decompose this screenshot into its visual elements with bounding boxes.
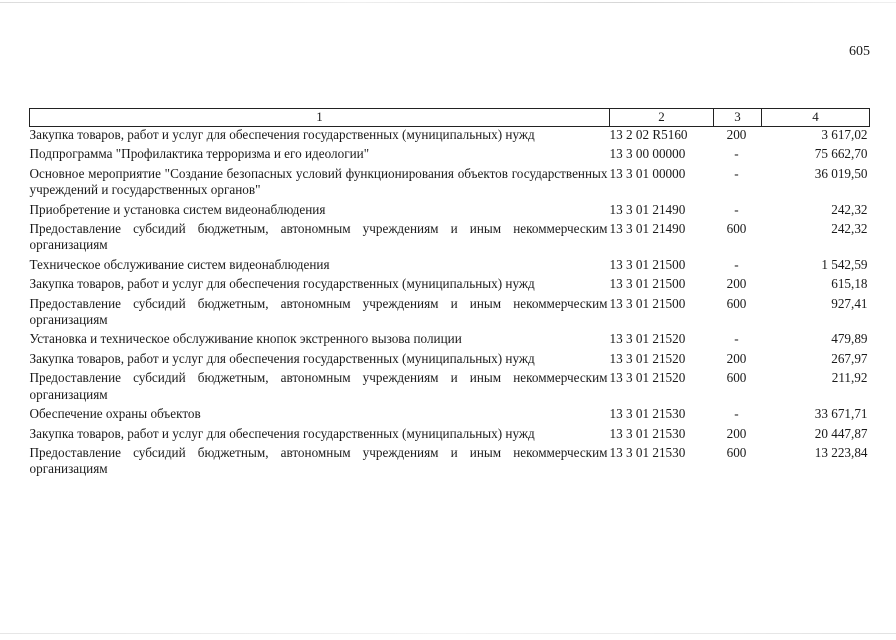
row-amount-cell: 36 019,50 — [814, 165, 868, 181]
column-header-name: 1 — [30, 109, 610, 127]
page-number: 605 — [849, 44, 870, 59]
row-code-cell: 13 3 01 21530 — [609, 425, 686, 441]
row-name-cell: Техническое обслуживание систем видеонаблюдения — [29, 256, 330, 272]
row-name-cell: Установка и техническое обслуживание кнопок экстренного вызова полиции — [29, 331, 462, 347]
row-name-cell: Закупка товаров, работ и услуг для обеспечения государственных (муниципальных) нужд — [29, 276, 535, 292]
row-expense-type-cell: 600 — [726, 444, 747, 460]
row-amount-cell: 479,89 — [831, 331, 868, 347]
header-row — [30, 109, 870, 127]
row-code-cell: 13 3 01 21530 — [609, 444, 686, 460]
table-row — [30, 146, 870, 165]
row-name-cell: Предоставление субсидий бюджетным, автономным учреждениям и иным некоммерческим организациям — [29, 444, 608, 477]
scan-edge-bottom — [0, 633, 896, 634]
row-expense-type-cell: 600 — [726, 221, 747, 237]
budget-table — [29, 108, 870, 481]
row-name-cell: Предоставление субсидий бюджетным, автономным учреждениям и иным некоммерческим организациям — [29, 295, 608, 328]
table-row — [30, 166, 870, 202]
row-code-cell: 13 3 01 21520 — [609, 350, 686, 366]
row-amount-cell: 242,32 — [831, 201, 868, 217]
scan-edge-top — [0, 2, 896, 3]
table-row — [30, 370, 870, 406]
row-expense-type-cell: - — [734, 165, 739, 181]
row-amount-cell: 20 447,87 — [814, 425, 868, 441]
table-body — [30, 127, 870, 481]
row-expense-type-cell: - — [734, 256, 739, 272]
row-amount-cell: 267,97 — [831, 350, 868, 366]
row-expense-type-cell: - — [734, 331, 739, 347]
table-row — [30, 445, 870, 481]
row-name-cell: Закупка товаров, работ и услуг для обеспечения государственных (муниципальных) нужд — [29, 127, 535, 142]
row-name-cell: Обеспечение охраны объектов — [29, 406, 201, 422]
row-expense-type-cell: - — [734, 406, 739, 422]
table-row — [30, 331, 870, 350]
row-name-cell: Приобретение и установка систем видеонаблюдения — [29, 201, 326, 217]
row-code-cell: 13 3 01 21500 — [609, 295, 686, 311]
row-amount-cell: 615,18 — [831, 276, 868, 292]
row-expense-type-cell: 200 — [726, 425, 747, 441]
column-header-expense-type: 3 — [714, 109, 762, 127]
table-row — [30, 127, 870, 147]
table-row — [30, 221, 870, 257]
row-code-cell: 13 3 01 21500 — [609, 256, 686, 272]
row-name-cell: Предоставление субсидий бюджетным, автономным учреждениям и иным некоммерческим организациям — [29, 370, 608, 402]
row-name-cell: Подпрограмма "Профилактика терроризма и его идеологии" — [29, 146, 370, 162]
column-header-code: 2 — [610, 109, 714, 127]
table-row — [30, 202, 870, 221]
row-name-cell: Предоставление субсидий бюджетным, автономным учреждениям и иным некоммерческим организациям — [29, 221, 608, 253]
row-code-cell: 13 3 01 21520 — [609, 331, 686, 347]
row-code-cell: 13 3 00 00000 — [609, 146, 686, 162]
row-code-cell: 13 2 02 R5160 — [609, 127, 688, 142]
row-code-cell: 13 3 01 00000 — [609, 165, 686, 181]
row-expense-type-cell: - — [734, 146, 739, 162]
row-name-cell: Основное мероприятие "Создание безопасных условий функционирования объектов государственных учреждений и государственных органов" — [29, 165, 608, 198]
row-code-cell: 13 3 01 21490 — [609, 221, 686, 237]
row-code-cell: 13 3 01 21530 — [609, 406, 686, 422]
row-expense-type-cell: 200 — [726, 350, 747, 366]
table-row — [30, 351, 870, 370]
column-header-amount: 4 — [762, 109, 870, 127]
table-row — [30, 296, 870, 332]
row-amount-cell: 3 617,02 — [821, 127, 868, 142]
row-code-cell: 13 3 01 21520 — [609, 370, 686, 386]
row-name-cell: Закупка товаров, работ и услуг для обеспечения государственных (муниципальных) нужд — [29, 350, 535, 366]
row-amount-cell: 75 662,70 — [814, 146, 868, 162]
row-expense-type-cell: 200 — [726, 276, 747, 292]
table-row — [30, 276, 870, 295]
row-amount-cell: 13 223,84 — [814, 444, 868, 460]
row-expense-type-cell: - — [734, 201, 739, 217]
table-row — [30, 257, 870, 276]
row-amount-cell: 242,32 — [831, 221, 868, 237]
row-amount-cell: 927,41 — [831, 295, 868, 311]
table-row — [30, 406, 870, 425]
row-expense-type-cell: 600 — [726, 295, 747, 311]
row-amount-cell: 33 671,71 — [814, 406, 868, 422]
row-amount-cell: 211,92 — [831, 370, 868, 386]
row-amount-cell: 1 542,59 — [821, 256, 868, 272]
row-expense-type-cell: 200 — [726, 127, 747, 142]
row-code-cell: 13 3 01 21500 — [609, 276, 686, 292]
row-expense-type-cell: 600 — [726, 370, 747, 386]
row-name-cell: Закупка товаров, работ и услуг для обеспечения государственных (муниципальных) нужд — [29, 425, 535, 441]
table-row — [30, 426, 870, 445]
row-code-cell: 13 3 01 21490 — [609, 201, 686, 217]
